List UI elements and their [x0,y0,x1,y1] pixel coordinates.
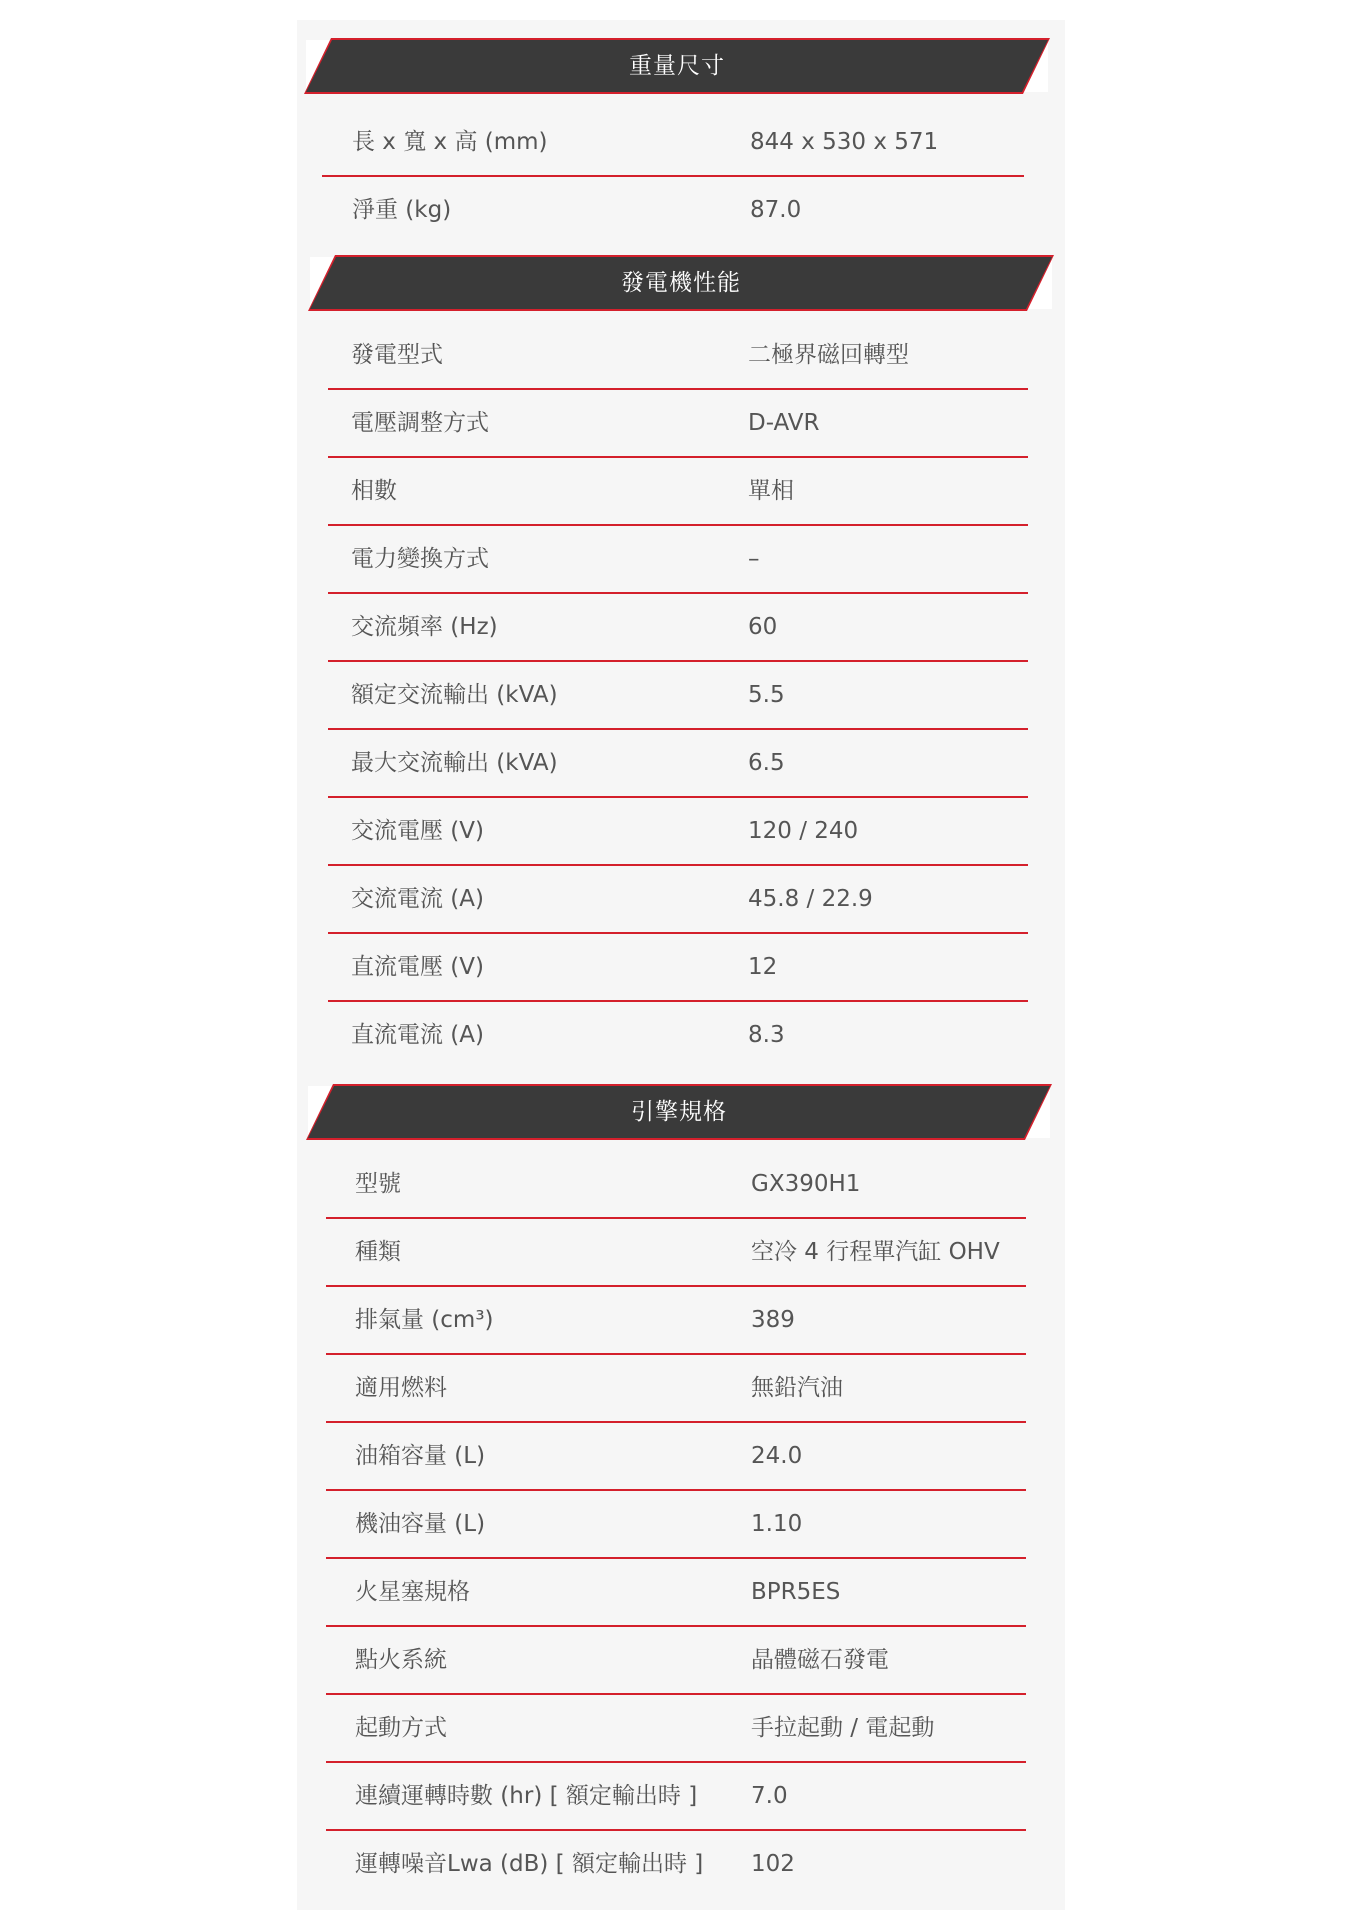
spec-value: 1.10 [751,1511,803,1537]
spec-row [328,798,1028,866]
spec-label: 交流電流 (A) [351,886,484,912]
spec-label: 機油容量 (L) [355,1511,486,1537]
section-title: 重量尺寸 [629,53,725,79]
spec-row [326,1423,1026,1491]
spec-value: 晶體磁石發電 [751,1647,889,1673]
spec-label: 電力變換方式 [351,546,489,572]
spec-row [326,1151,1026,1219]
spec-label: 相數 [351,478,397,504]
spec-label: 排氣量 (cm³) [355,1307,494,1333]
spec-label: 運轉噪音Lwa (dB) [ 額定輸出時 ] [355,1851,704,1877]
spec-label: 直流電壓 (V) [351,954,484,980]
spec-label: 型號 [355,1171,401,1197]
spec-value: 87.0 [750,197,802,223]
spec-row [328,730,1028,798]
spec-value: GX390H1 [751,1171,861,1197]
spec-row [328,594,1028,662]
spec-value: D-AVR [748,410,820,436]
spec-label: 種類 [355,1239,401,1265]
section-header [306,40,1048,92]
spec-row [326,1627,1026,1695]
section-title: 發電機性能 [621,270,741,296]
spec-value: 手拉起動 / 電起動 [751,1715,935,1741]
spec-label: 淨重 (kg) [352,197,452,223]
spec-label: 油箱容量 (L) [355,1443,486,1469]
section-header [310,257,1052,309]
spec-value: 7.0 [751,1783,788,1809]
spec-row [328,866,1028,934]
spec-label: 直流電流 (A) [351,1022,484,1048]
spec-value: 45.8 / 22.9 [748,886,873,912]
spec-row [326,1219,1026,1287]
spec-row [326,1695,1026,1763]
spec-label: 電壓調整方式 [351,410,489,436]
spec-row [322,109,1024,177]
spec-row [328,1002,1028,1070]
spec-value: 二極界磁回轉型 [748,342,909,368]
spec-value: 844 x 530 x 571 [750,129,939,155]
spec-value: 24.0 [751,1443,803,1469]
spec-row [328,526,1028,594]
spec-label: 長 x 寬 x 高 (mm) [352,129,548,155]
spec-label: 交流電壓 (V) [351,818,484,844]
spec-row [326,1831,1026,1899]
spec-row [328,662,1028,730]
spec-row [328,322,1028,390]
spec-row [326,1763,1026,1831]
spec-row [326,1287,1026,1355]
spec-value: 120 / 240 [748,818,859,844]
spec-row [326,1491,1026,1559]
spec-value: 60 [748,614,778,640]
section-title: 引擎規格 [631,1099,727,1125]
spec-label: 適用燃料 [355,1375,447,1401]
spec-value: 8.3 [748,1022,785,1048]
spec-label: 額定交流輸出 (kVA) [351,682,558,708]
spec-value: 5.5 [748,682,785,708]
spec-value: 無鉛汽油 [751,1375,843,1401]
spec-label: 連續運轉時數 (hr) [ 額定輸出時 ] [355,1783,698,1809]
spec-label: 點火系統 [355,1647,447,1673]
spec-value: 空冷 4 行程單汽缸 OHV [751,1239,1000,1265]
spec-row [328,390,1028,458]
spec-row [322,177,1024,245]
spec-row [326,1355,1026,1423]
spec-row [328,458,1028,526]
spec-row [328,934,1028,1002]
spec-label: 火星塞規格 [355,1579,470,1605]
spec-value: 6.5 [748,750,785,776]
spec-value: 12 [748,954,778,980]
spec-value: 389 [751,1307,795,1333]
spec-value: – [748,546,760,572]
spec-label: 發電型式 [351,342,443,368]
spec-row [326,1559,1026,1627]
spec-value: BPR5ES [751,1579,841,1605]
spec-value: 單相 [748,478,794,504]
spec-label: 最大交流輸出 (kVA) [351,750,558,776]
section-header [308,1086,1050,1138]
spec-value: 102 [751,1851,795,1877]
spec-label: 起動方式 [355,1715,447,1741]
spec-label: 交流頻率 (Hz) [351,614,498,640]
